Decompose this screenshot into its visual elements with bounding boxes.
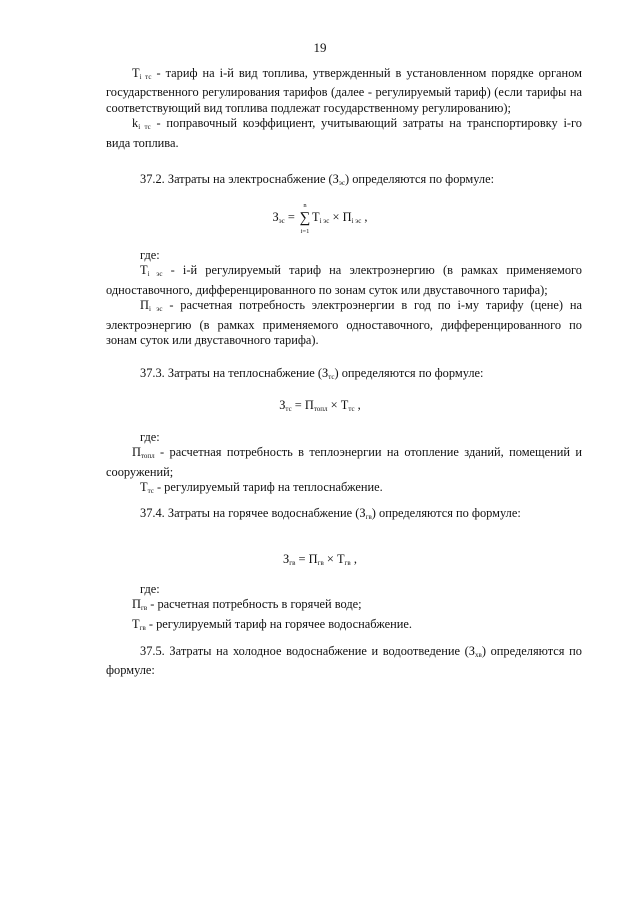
definition-hot-water-tariff: $T_{гв}$ - регулируемый тариф на горячее водоснабжение. <box>132 616 413 632</box>
formula-electricity: $З_{эс}$ = n ∑ i=1 $T_{i эс} \times П_{i эс}$ , <box>272 201 368 235</box>
definition-correction-coefficient <box>106 116 582 151</box>
section-37-3-definitions <box>106 430 582 500</box>
formula-heat: $З_{тс} = П_{топл} \times T_{тс}$ , <box>279 398 361 413</box>
definition-heat-tariff: $T_{тс}$ - регулируемый тариф на теплоснабжение. <box>140 480 383 496</box>
definition-heat-demand: $П_{топл}$ - расчетная потребность в теплоэнергии на отопление зданий, помещений и сооружений; <box>106 445 582 479</box>
definition-text: - тариф на i-й вид топлива, утвержденный в установленном порядке органом государственного регулирования тарифов (далее - регулируемый тариф) (если тарифы на соответствующий вид топлива подлежат государственному регулированию); <box>106 66 582 115</box>
where-label: где: <box>140 430 160 444</box>
page-number: 19 <box>313 40 327 55</box>
definition-text: - поправочный коэффициент, учитывающий затраты на транспортировку i-го вида топлива. <box>106 116 582 150</box>
section-37-4-heading: 37.4. Затраты на горячее водоснабжение $(З_{гв})$ определяются по формуле: <box>140 506 521 521</box>
paragraph-text: ) определяются по формуле: <box>345 172 495 186</box>
symbol-subscript: эс <box>338 179 346 187</box>
symbol-subscript: i тс <box>139 73 152 81</box>
sum-operator: n ∑ i=1 <box>299 201 311 235</box>
section-37-2-heading <box>106 172 582 191</box>
where-label: где: <box>140 582 160 596</box>
where-label: где: <box>140 248 160 262</box>
formula-hot-water: $З_{гв} = П_{гв} \times T_{гв}$ , <box>283 552 357 567</box>
section-37-3-heading: 37.3. Затраты на теплоснабжение $(З_{тс})$ определяются по формуле: <box>140 366 484 381</box>
symbol: T <box>132 66 140 80</box>
definition-electricity-demand: $П_{i эс}$ - расчетная потребность электроэнергии в год по i-му тарифу (цене) на электроэнергию (в рамках применяемого одноставочного, дифференцированного по зонам суток или двуставочного тарифа). <box>106 298 582 348</box>
definition-electricity-tariff: $T_{i эс} - i-й$ регулируемый тариф на электроэнергию (в рамках применяемого одноставочного, дифференцированного по зонам суток или двуставочного тарифа); <box>106 263 582 297</box>
symbol-subscript: i тс <box>138 123 151 132</box>
definition-hot-water-demand: $П_{гв}$ - расчетная потребность в горячей воде; <box>132 597 362 613</box>
paragraph-text: 37.2. Затраты на электроснабжение (З <box>140 172 339 186</box>
intro-definitions <box>106 66 582 151</box>
section-37-2-definitions <box>106 248 582 348</box>
symbol: k <box>132 116 139 131</box>
definition-tariff-fuel <box>106 66 582 116</box>
section-37-4-definitions <box>106 582 582 636</box>
section-37-5-heading: 37.5. Затраты на холодное водоснабжение и водоотведение $(З_{хв})$ определяются по формуле: <box>106 644 582 678</box>
